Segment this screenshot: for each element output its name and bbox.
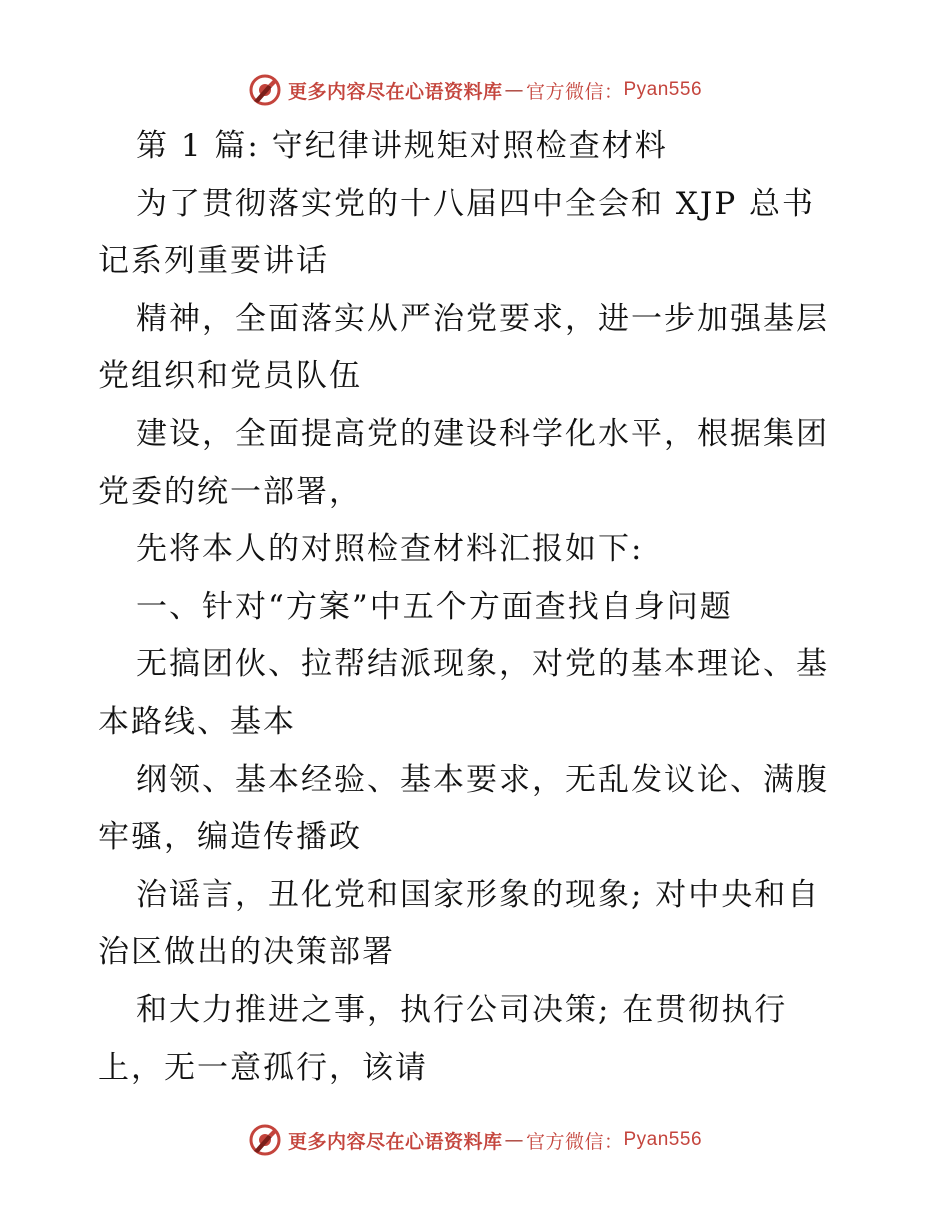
banner-separator: —	[504, 1129, 524, 1151]
footer-banner	[0, 1120, 950, 1160]
logo-icon	[248, 73, 282, 107]
doc-line: 和大力推进之事，执行公司决策; 在贯彻执行	[136, 991, 788, 1028]
banner-wechat-label: 官方微信：	[525, 80, 624, 103]
doc-line: 一、针对“方案”中五个方面查找自身问题	[136, 588, 733, 625]
doc-line: 治谣言，丑化党和国家形象的现象; 对中央和自	[136, 876, 821, 913]
banner-wechat-label: 官方微信：	[525, 1130, 624, 1153]
banner-brand: 更多内容尽在心语资料库	[287, 1130, 503, 1153]
doc-line: 党委的统一部署，	[98, 473, 362, 510]
doc-line: 第 1 篇: 守纪律讲规矩对照检查材料	[136, 128, 668, 164]
doc-line: 精神，全面落实从严治党要求，进一步加强基层	[136, 300, 829, 337]
banner-brand: 更多内容尽在心语资料库	[287, 80, 503, 103]
doc-line: 无搞团伙、拉帮结派现象，对党的基本理论、基	[136, 646, 829, 683]
doc-line: 先将本人的对照检查材料汇报如下:	[136, 531, 644, 568]
document-body	[98, 118, 858, 1097]
doc-line: 本路线、基本	[98, 703, 296, 740]
doc-line: 党组织和党员队伍	[98, 358, 362, 395]
doc-line: 为了贯彻落实党的十八届四中全会和 XJP 总书	[136, 185, 816, 222]
doc-line: 上，无一意孤行，该请	[98, 1049, 428, 1086]
doc-line: 纲领、基本经验、基本要求，无乱发议论、满腹	[136, 761, 829, 798]
doc-line: 记系列重要讲话	[98, 243, 329, 280]
doc-line: 牢骚，编造传播政	[98, 819, 362, 856]
banner-wechat-id: Pyan556	[623, 1129, 703, 1150]
header-banner	[0, 70, 950, 110]
doc-line: 治区做出的决策部署	[98, 934, 395, 971]
banner-separator: —	[504, 79, 524, 101]
doc-line: 建设，全面提高党的建设科学化水平，根据集团	[136, 415, 829, 452]
logo-icon	[248, 1123, 282, 1157]
banner-wechat-id: Pyan556	[623, 79, 703, 100]
